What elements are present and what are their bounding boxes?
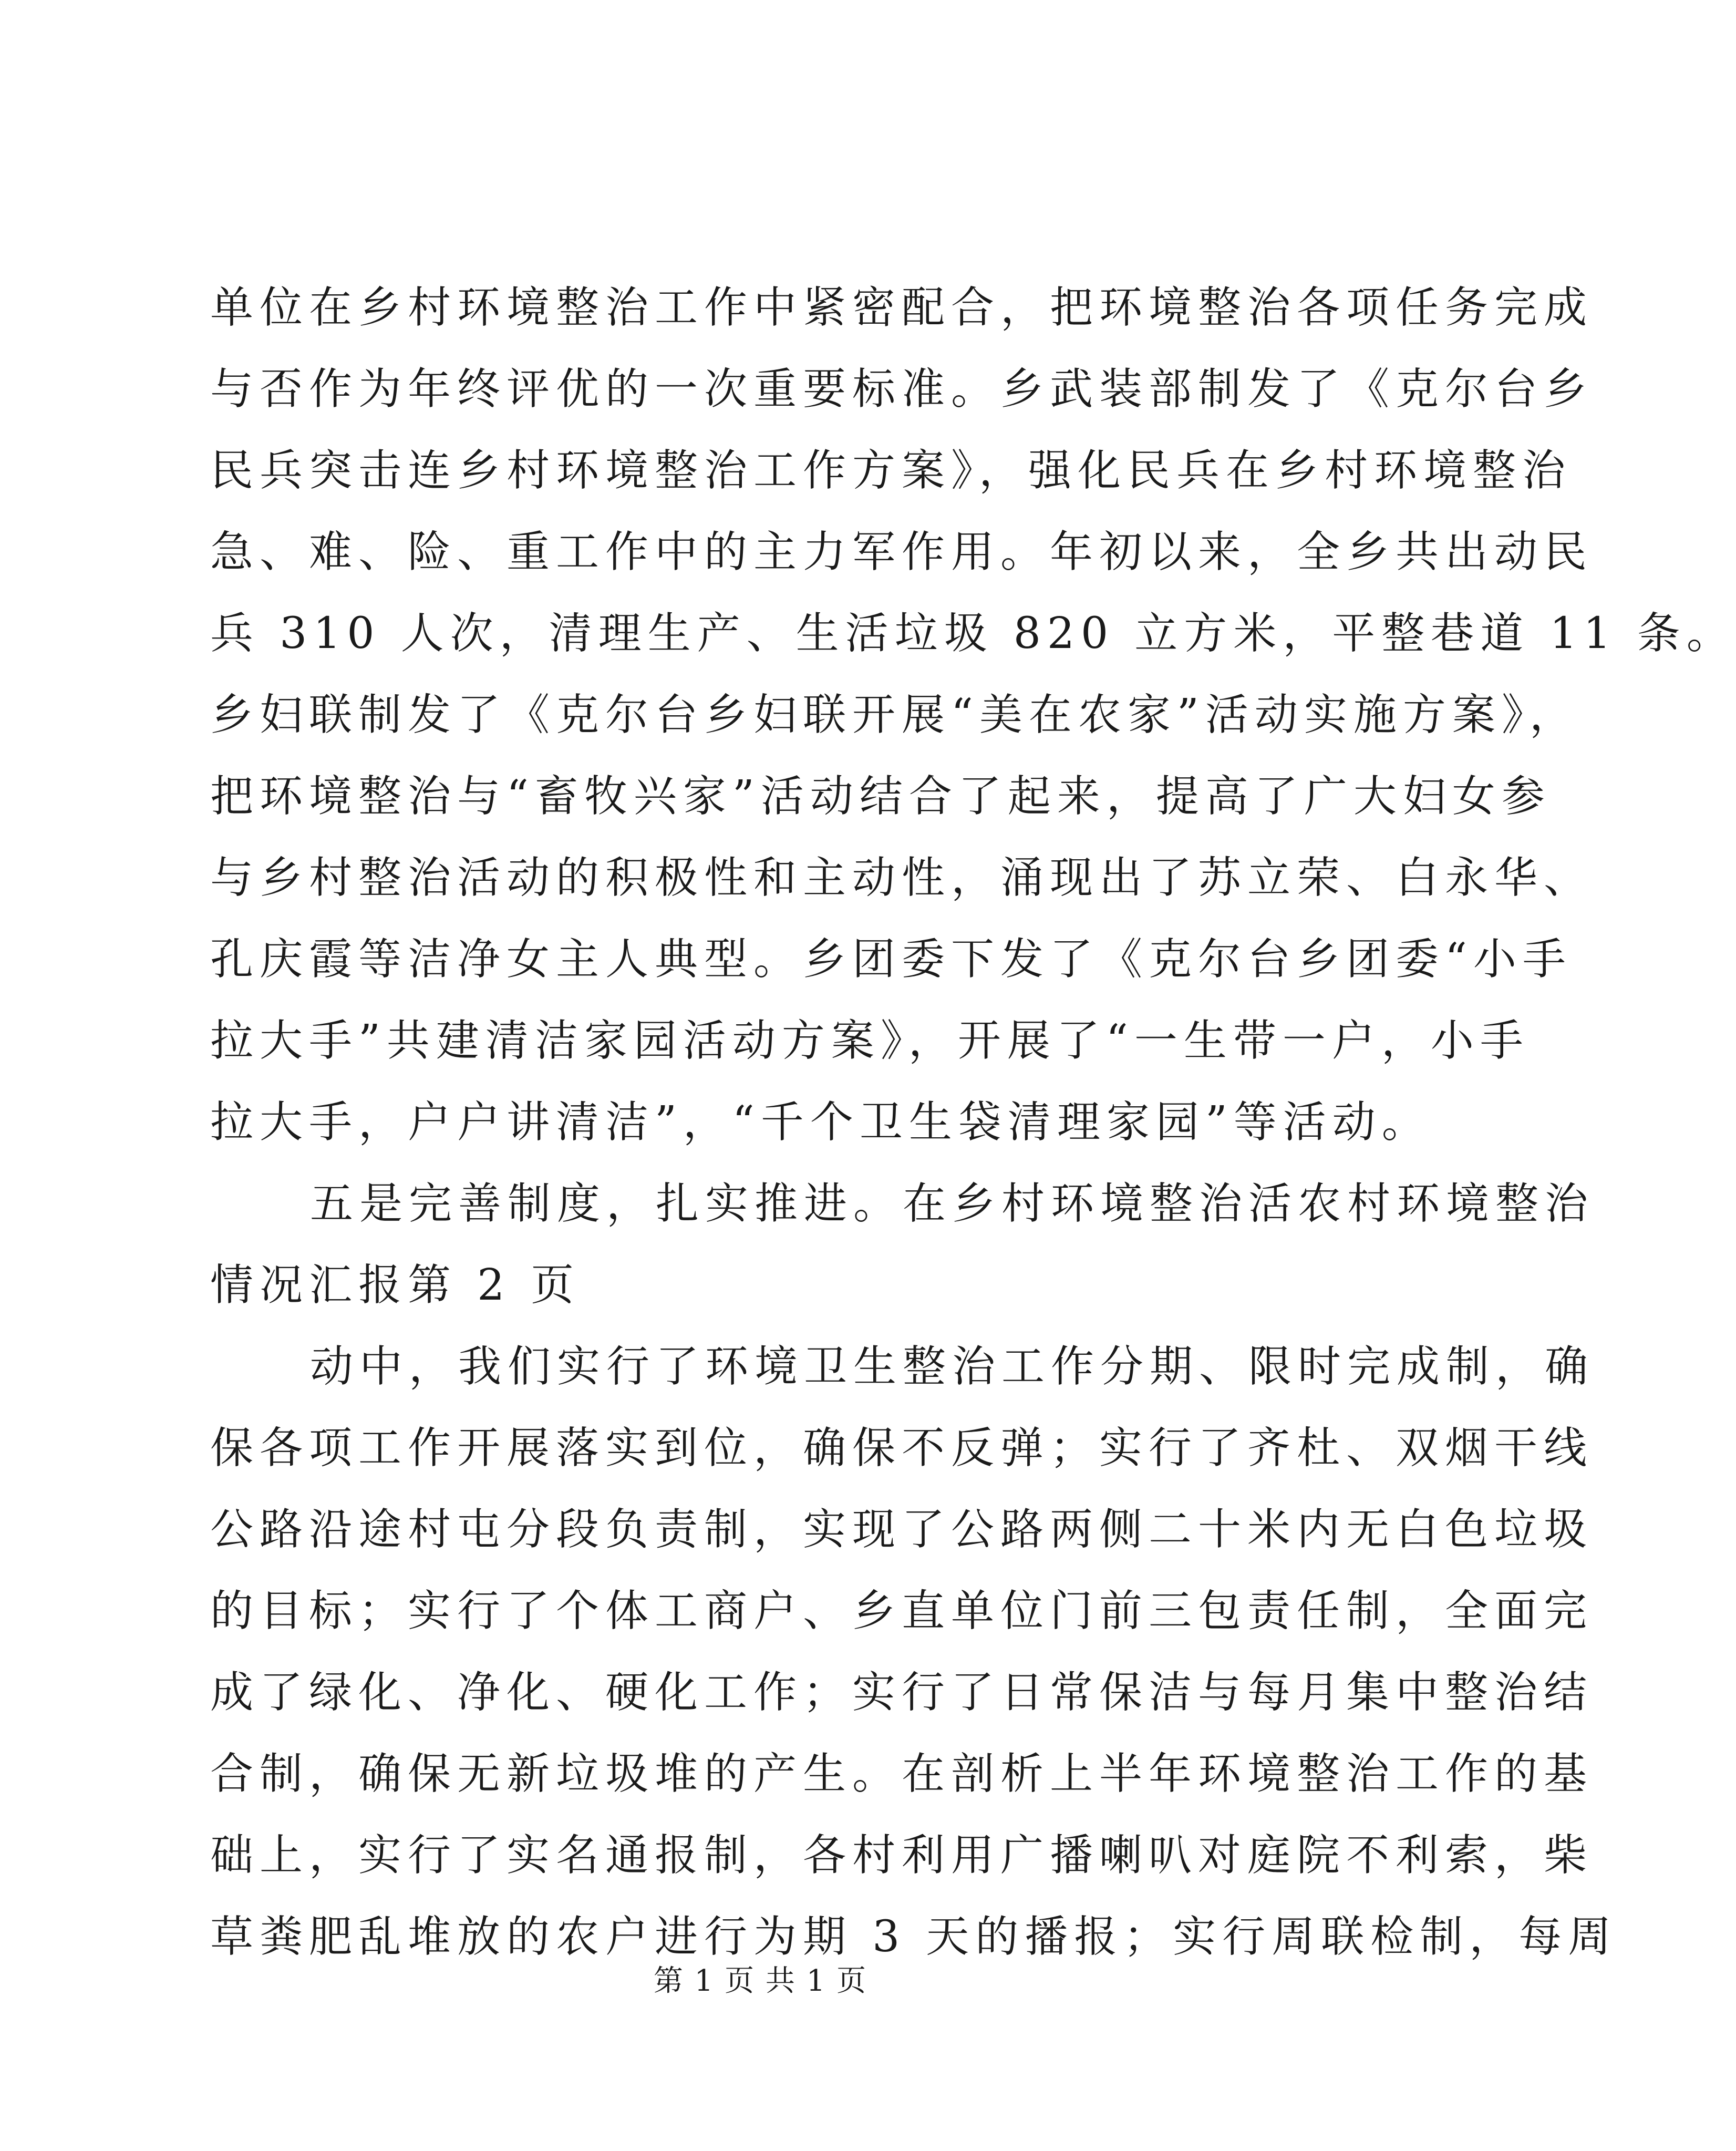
text-line: 民兵突击连乡村环境整治工作方案》，强化民兵在乡村环境整治 <box>210 446 1572 496</box>
page-footer: 第 1 页 共 1 页 <box>653 1964 867 1998</box>
text-line: 的目标；实行了个体工商户、乡直单位门前三包责任制，全面完 <box>210 1586 1594 1636</box>
paragraph-start-line: 动中，我们实行了环境卫生整治工作分期、限时完成制，确 <box>310 1342 1595 1392</box>
paragraph-start-line: 五是完善制度，扎实推进。在乡村环境整治活农村环境整治 <box>310 1179 1595 1229</box>
text-line: 情况汇报第 2 页 <box>210 1260 581 1310</box>
text-line: 兵 310 人次，清理生产、生活垃圾 820 立方米，平整巷道 11 条。 <box>210 609 1736 658</box>
text-line: 把环境整治与“畜牧兴家”活动结合了起来，提高了广大妇女参 <box>210 771 1551 821</box>
text-line: 与乡村整治活动的积极性和主动性，涌现出了苏立荣、白永华、 <box>210 853 1594 903</box>
text-line: 乡妇联制发了《克尔台乡妇联开展“美在农家”活动实施方案》， <box>210 690 1579 740</box>
text-line: 保各项工作开展落实到位，确保不反弹；实行了齐杜、双烟干线 <box>210 1423 1594 1473</box>
text-line: 单位在乡村环境整治工作中紧密配合，把环境整治各项任务完成 <box>210 283 1594 333</box>
text-line: 孔庆霞等洁净女主人典型。乡团委下发了《克尔台乡团委“小手 <box>210 934 1572 984</box>
text-line: 与否作为年终评优的一次重要标准。乡武装部制发了《克尔台乡 <box>210 364 1594 414</box>
text-line: 急、难、险、重工作中的主力军作用。年初以来，全乡共出动民 <box>210 527 1594 577</box>
text-line: 草粪肥乱堆放的农户进行为期 3 天的播报；实行周联检制，每周 <box>210 1912 1618 1962</box>
text-line: 合制，确保无新垃圾堆的产生。在剖析上半年环境整治工作的基 <box>210 1749 1594 1799</box>
text-line: 拉大手，户户讲清洁”，“千个卫生袋清理家园”等活动。 <box>210 1097 1431 1147</box>
text-line: 拉大手”共建清洁家园活动方案》，开展了“一生带一户，小手 <box>210 1016 1530 1066</box>
text-line: 公路沿途村屯分段负责制，实现了公路两侧二十米内无白色垃圾 <box>210 1505 1594 1555</box>
text-line: 础上，实行了实名通报制，各村利用广播喇叭对庭院不利索，柴 <box>210 1830 1594 1880</box>
text-line: 成了绿化、净化、硬化工作；实行了日常保洁与每月集中整治结 <box>210 1668 1594 1717</box>
